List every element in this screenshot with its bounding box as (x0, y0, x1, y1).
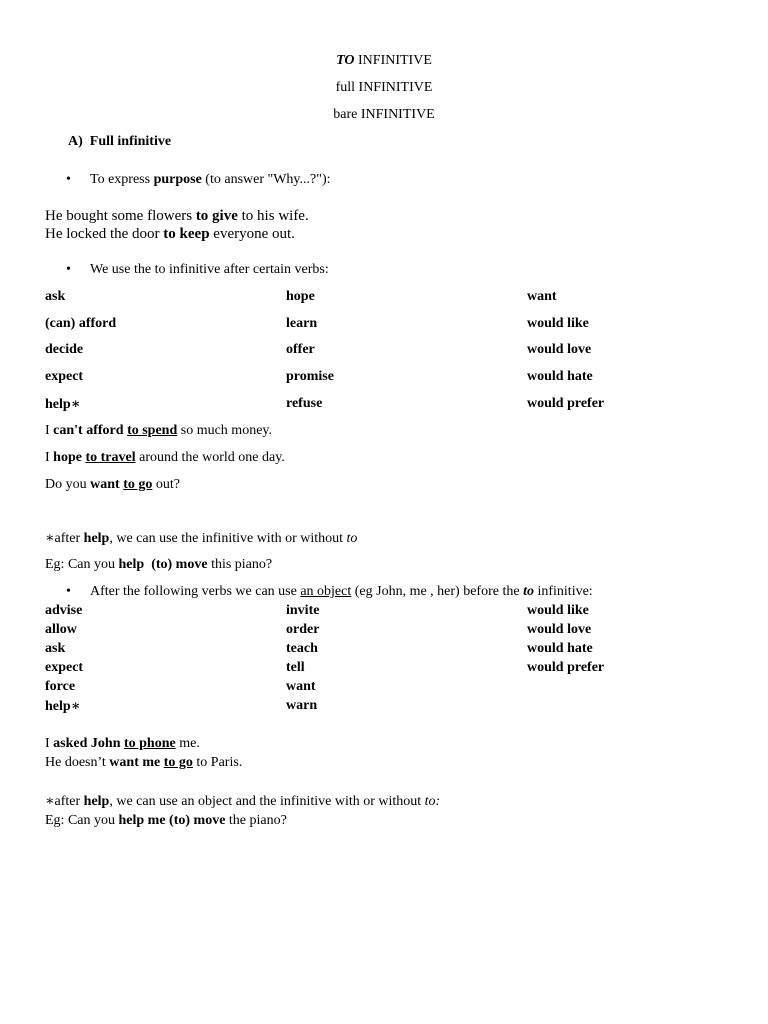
verb-table-1-cell: want (527, 289, 557, 304)
note-text: , we can use an object and the infinitive with or without (109, 794, 425, 809)
bullet-to: to (523, 584, 534, 599)
note-text: after (54, 794, 84, 809)
verb-table-1-cell: would hate (527, 369, 593, 384)
example-text: me. (175, 736, 200, 751)
section-a-heading (68, 134, 171, 150)
example-infinitive: (to) move (151, 557, 208, 572)
example-verb: asked John (53, 736, 121, 751)
example-verb: can't afford (53, 423, 124, 438)
title-infinitive: INFINITIVE (354, 53, 432, 68)
example-text: Eg: Can you (45, 557, 119, 572)
help-note-2 (45, 793, 440, 810)
verb-table-2-cell: allow (45, 622, 77, 637)
example-text: the piano? (225, 813, 287, 828)
verbs-bullet-1: • We use the to infinitive after certain verbs: (90, 262, 329, 278)
help-note-1-example (45, 557, 272, 573)
verb-table-1-cell: ask (45, 289, 66, 304)
verb-table-1-cell: would prefer (527, 396, 605, 411)
example-text: Eg: Can you (45, 813, 119, 828)
purpose-bullet (90, 172, 331, 188)
object-example-2 (45, 755, 242, 771)
verb-table-2-cell: force (45, 679, 76, 694)
object-example-1 (45, 736, 200, 752)
example-text: Do you (45, 477, 91, 492)
example-infinitive: to keep (163, 226, 210, 242)
note-text: after (54, 531, 84, 546)
example-text: I (45, 450, 54, 465)
verb-example-2 (45, 450, 285, 466)
verb-table-2-cell: warn (286, 698, 318, 713)
note-to: to: (424, 794, 441, 809)
verb-table-1-cell: would like (527, 316, 589, 331)
example-infinitive: to go (123, 477, 153, 492)
bullet-text: infinitive: (533, 584, 593, 599)
verb-table-2-cell: teach (286, 641, 318, 656)
verb-help: help (45, 397, 71, 412)
purpose-bullet-tail: (to answer "Why...?"): (201, 172, 331, 187)
verb-table-2-cell: advise (45, 603, 83, 618)
title-to: TO (336, 53, 355, 68)
note-text: , we can use the infinitive with or without (109, 531, 347, 546)
example-text: I (45, 736, 54, 751)
example-text: I (45, 423, 54, 438)
example-text: to Paris. (192, 755, 243, 770)
example-infinitive: to spend (127, 423, 178, 438)
help-note-1 (45, 530, 357, 547)
example-text: He bought some flowers (45, 208, 196, 224)
purpose-example-2 (45, 226, 295, 243)
example-text: He locked the door (45, 226, 164, 242)
help-note-2-example (45, 813, 287, 829)
note-to: to (346, 531, 358, 546)
section-a-letter: A) (68, 134, 83, 149)
example-verb: help (118, 557, 145, 572)
asterisk-icon: ∗ (70, 397, 81, 412)
verb-table-1-cell: expect (45, 369, 84, 384)
verb-table-1-cell (45, 396, 80, 413)
note-keyword: help (83, 794, 110, 809)
example-infinitive: to travel (85, 450, 136, 465)
example-infinitive: to give (195, 208, 238, 224)
verb-table-2-cell: expect (45, 660, 84, 675)
title-line-2: full INFINITIVE (335, 80, 433, 95)
verb-table-2-cell: would love (527, 622, 592, 637)
verb-example-1 (45, 423, 272, 439)
verb-table-1-cell: decide (45, 342, 84, 357)
verbs-bullet-2 (90, 584, 593, 600)
example-infinitive: to phone (123, 736, 176, 751)
note-keyword: help (83, 531, 110, 546)
purpose-bullet-text: To express (90, 172, 154, 187)
title-line-3: bare INFINITIVE (333, 107, 435, 122)
bullet-object: an object (300, 584, 352, 599)
example-text: so much money. (177, 423, 272, 438)
example-text: around the world one day. (135, 450, 285, 465)
example-infinitive: to go (163, 755, 193, 770)
example-text: He doesn’t (45, 755, 110, 770)
verb-table-2-cell: order (286, 622, 320, 637)
verb-example-3 (45, 477, 180, 493)
bullet-text: (eg John, me , her) before the (351, 584, 524, 599)
example-verb: want me (109, 755, 161, 770)
example-text: to his wife. (237, 208, 309, 224)
bullet-text: After the following verbs we can use (90, 584, 301, 599)
verb-table-2-cell: would prefer (527, 660, 605, 675)
verb-table-2-cell: tell (286, 660, 305, 675)
example-verb: hope (53, 450, 82, 465)
example-text: everyone out. (209, 226, 295, 242)
verb-table-2-cell (45, 698, 80, 715)
verb-table-1-cell: refuse (286, 396, 323, 411)
example-verb: want (90, 477, 120, 492)
purpose-keyword: purpose (153, 172, 202, 187)
verb-table-2-cell: ask (45, 641, 66, 656)
verb-table-1-cell: promise (286, 369, 334, 384)
verb-table-2-cell: want (286, 679, 316, 694)
asterisk-icon: ∗ (45, 794, 55, 809)
verb-table-1-cell: offer (286, 342, 315, 357)
example-text: out? (152, 477, 180, 492)
asterisk-icon: ∗ (70, 699, 81, 714)
title-line-1 (0, 53, 768, 69)
verb-table-2-cell: would hate (527, 641, 593, 656)
purpose-example-1 (45, 208, 309, 225)
verb-table-1-cell: learn (286, 316, 318, 331)
example-verb: help me (to) move (118, 813, 226, 828)
verb-table-1-cell: would love (527, 342, 592, 357)
section-a-label: Full infinitive (89, 134, 172, 149)
example-text: this piano? (207, 557, 273, 572)
verb-table-1-cell: hope (286, 289, 315, 304)
verb-table-1-cell: (can) afford (45, 316, 117, 331)
asterisk-icon: ∗ (45, 531, 55, 546)
verb-table-2-cell: would like (527, 603, 589, 618)
verb-table-2-cell: invite (286, 603, 320, 618)
verb-help: help (45, 699, 71, 714)
